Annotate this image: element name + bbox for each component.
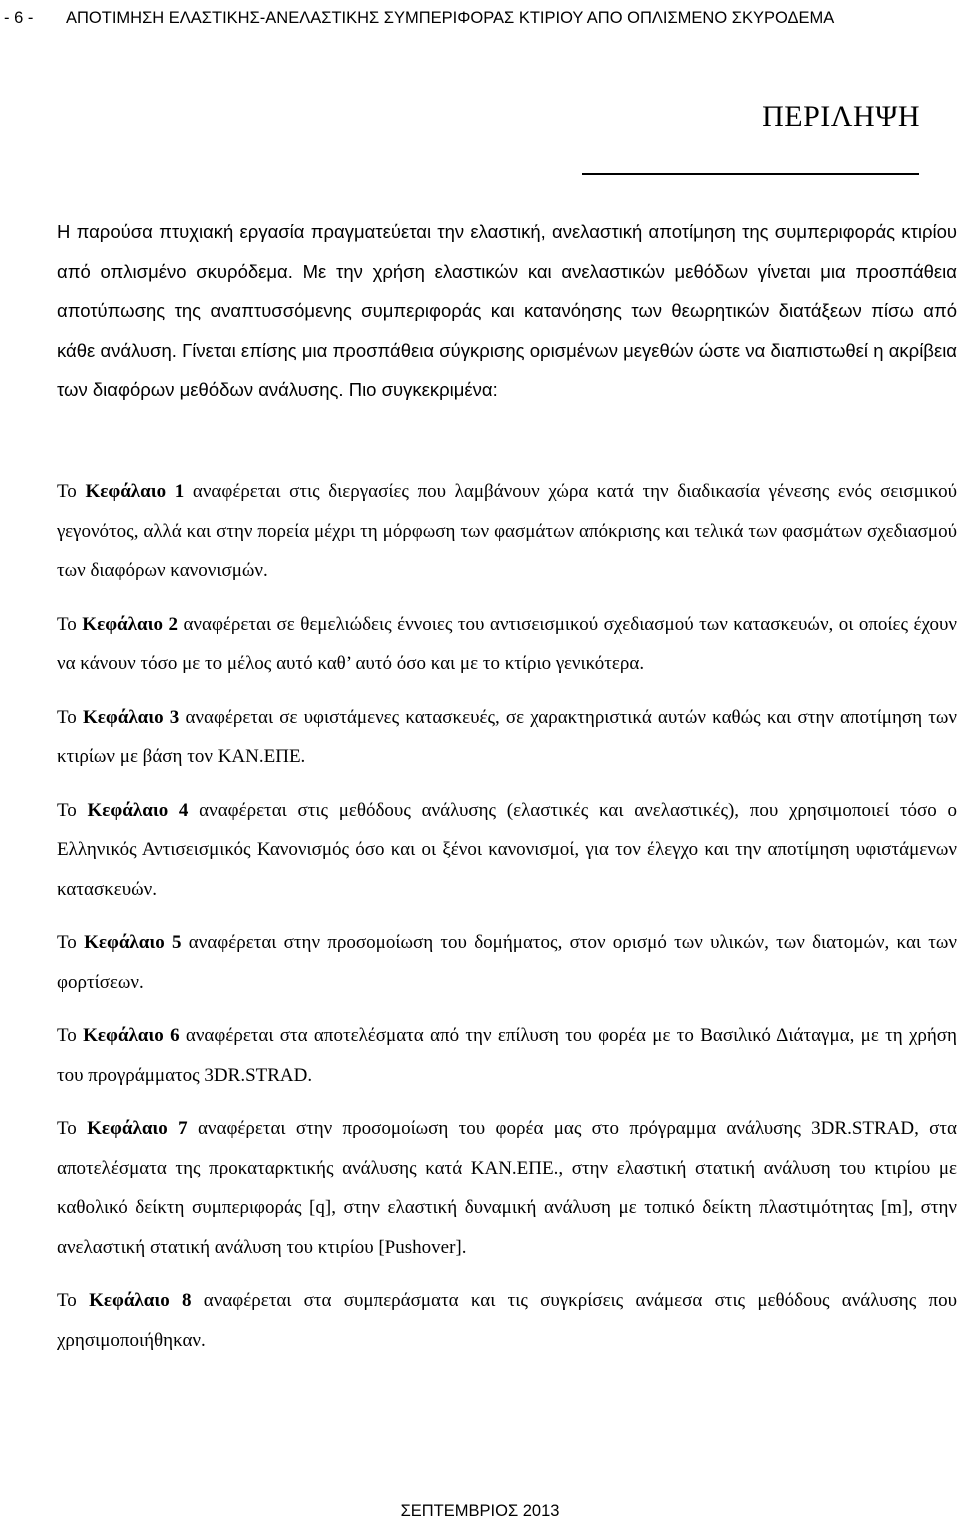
chapter-text: αναφέρεται στην προσομοίωση του φορέα μας στο πρόγραμμα ανάλυσης 3DR.STRAD, στα αποτελέσματα της προκαταρκτικής ανάλυσης κατά ΚΑΝ.ΕΠΕ., στην ελαστική στατική ανάλυση του κτιρίου με καθολικό δείκτη συμπεριφοράς [q], στην ελαστική δυναμική ανάλυση με τοπικό δείκτη πλαστιμότητας [m], στην ανελαστική στατική ανάλυση του κτιρίου [Pushover]. xyxy=(57,1118,958,1258)
title-underline xyxy=(582,173,919,175)
chapter-label: Κεφάλαιο 3 xyxy=(82,706,180,728)
chapter-label: Κεφάλαιο 7 xyxy=(87,1118,188,1139)
chapter-text: αναφέρεται σε θεμελιώδεις έννοιες του αντισεισμικού σχεδιασμού των κατασκευών, οι οποίες έχουν να κάνουν τόσο με το μέλος αυτό καθ’ αυτό όσο και με το κτίριο γενικότερα. xyxy=(57,613,958,674)
running-title: ΑΠΟΤΙΜΗΣΗ ΕΛΑΣΤΙΚΗΣ-ΑΝΕΛΑΣΤΙΚΗΣ ΣΥΜΠΕΡΙΦΟΡΑΣ ΚΤΙΡΙΟΥ ΑΠΟ ΟΠΛΙΣΜΕΝΟ ΣΚΥΡΟΔΕΜΑ xyxy=(66,9,835,27)
chapter-paragraph xyxy=(57,1016,957,1095)
page-header xyxy=(0,0,960,40)
chapter-label: Κεφάλαιο 2 xyxy=(82,613,178,635)
chapter-prefix: Το xyxy=(57,932,77,953)
chapter-text: αναφέρεται στην προσομοίωση του δομήματος, στον ορισμό των υλικών, των διατομών, και των φορτίσεων. xyxy=(57,932,958,993)
chapter-list xyxy=(57,472,957,1374)
chapter-paragraph xyxy=(57,605,957,684)
chapter-text: αναφέρεται στα συμπεράσματα και τις συγκρίσεις ανάμεσα στις μεθόδους ανάλυσης που χρησιμοποιήθηκαν. xyxy=(57,1290,958,1351)
page-title: ΠΕΡΙΛΗΨΗ xyxy=(762,100,920,133)
chapter-label: Κεφάλαιο 4 xyxy=(87,799,189,821)
page-number: - 6 - xyxy=(4,9,34,27)
chapter-paragraph xyxy=(57,472,957,591)
chapter-paragraph xyxy=(57,1109,957,1267)
chapter-prefix: Το xyxy=(57,1290,77,1311)
chapter-paragraph xyxy=(57,791,957,910)
chapter-prefix: Το xyxy=(57,706,77,728)
chapter-paragraph xyxy=(57,923,957,1002)
chapter-label: Κεφάλαιο 8 xyxy=(89,1290,192,1311)
chapter-paragraph xyxy=(57,698,957,777)
chapter-text: αναφέρεται στις διεργασίες που λαμβάνουν χώρα κατά την διαδικασία γένεσης ενός σεισμικού γεγονότος, αλλά και στην πορεία μέχρι τη μόρφωση των φασμάτων απόκρισης και τελικά των φασμάτων σχεδιασμού των διαφόρων κανονισμών. xyxy=(57,481,958,581)
page-footer: ΣΕΠΤΕΜΒΡΙΟΣ 2013 xyxy=(400,1502,560,1520)
chapter-prefix: Το xyxy=(57,481,77,502)
chapter-prefix: Το xyxy=(57,1118,77,1139)
chapter-text: αναφέρεται στα αποτελέσματα από την επίλυση του φορέα με το Βασιλικό Διάταγμα, με τη χρήση του προγράμματος 3DR.STRAD. xyxy=(57,1025,957,1086)
chapter-paragraph xyxy=(57,1281,957,1360)
chapter-text: αναφέρεται σε υφιστάμενες κατασκευές, σε χαρακτηριστικά αυτών καθώς και στην αποτίμηση των κτιρίων με βάση τον ΚΑΝ.ΕΠΕ. xyxy=(57,706,957,767)
intro-paragraph: Η παρούσα πτυχιακή εργασία πραγματεύεται την ελαστική, ανελαστική αποτίμηση της συμπεριφοράς κτιρίου από οπλισμένο σκυρόδεμα. Με την χρήση ελαστικών και ανελαστικών μεθόδων γίνεται μια προσπάθεια αποτύπωσης της αναπτυσσόμενης συμπεριφοράς και κατανόησης των θεωρητικών διατάξεων πίσω από κάθε ανάλυση. Γίνεται επίσης μια προσπάθεια σύγκρισης ορισμένων μεγεθών ώστε να διαπιστωθεί η ακρίβεια των διαφόρων μεθόδων ανάλυσης. Πιο συγκεκριμένα: xyxy=(57,221,957,400)
chapter-label: Κεφάλαιο 6 xyxy=(83,1025,180,1046)
chapter-prefix: Το xyxy=(57,1025,77,1046)
chapter-label: Κεφάλαιο 5 xyxy=(84,932,182,953)
chapter-prefix: Το xyxy=(57,799,77,821)
chapter-prefix: Το xyxy=(57,613,77,635)
abstract-body xyxy=(57,212,957,416)
chapter-label: Κεφάλαιο 1 xyxy=(85,481,185,502)
chapter-text: αναφέρεται στις μεθόδους ανάλυσης (ελαστικές και ανελαστικές), που χρησιμοποιεί τόσο ο Ελληνικός Αντισεισμικός Κανονισμός όσο και οι ξένοι κανονισμοί, για τον έλεγχο και την αποτίμηση υφιστάμενων κατασκευών. xyxy=(57,799,957,900)
